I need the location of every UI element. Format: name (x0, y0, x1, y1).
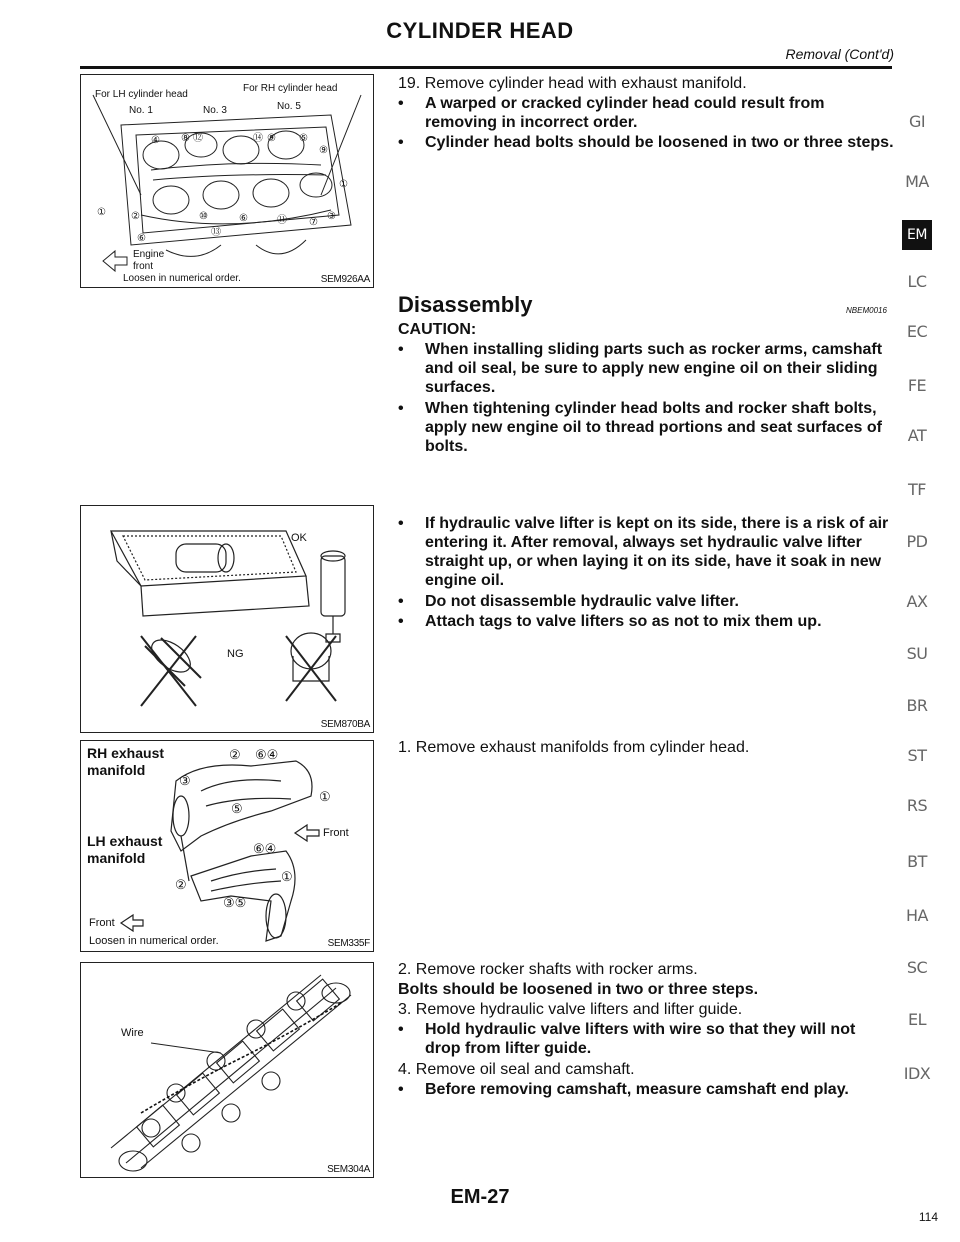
label-loosen-order: Loosen in numerical order. (123, 273, 241, 284)
page-title: CYLINDER HEAD (386, 18, 574, 43)
svg-text:⑥: ⑥ (137, 233, 146, 244)
svg-text:⑨: ⑨ (267, 133, 276, 144)
label-no5: No. 5 (277, 101, 301, 112)
label-rh-head: For RH cylinder head (243, 83, 338, 94)
lifter-bullet-2 (398, 592, 898, 611)
figure-code: SEM926AA (320, 274, 370, 285)
bullet-text: Before removing camshaft, measure camshaft end play. (425, 1081, 849, 1098)
svg-text:⑤: ⑤ (299, 133, 308, 144)
tab-ha[interactable]: HA (906, 906, 928, 925)
removal-bullet-2 (398, 133, 898, 152)
bullet-text: Do not disassemble hydraulic valve lifter. (425, 593, 739, 610)
label-wire: Wire (121, 1027, 144, 1039)
rocker-shaft-drawing (81, 963, 373, 1177)
label-loosen-order: Loosen in numerical order. (89, 935, 219, 947)
tab-gi[interactable]: GI (908, 112, 926, 131)
tab-su[interactable]: SU (906, 644, 928, 663)
svg-text:①: ① (97, 207, 106, 218)
bullet-icon: • (398, 1081, 404, 1098)
page-number: EM-27 (450, 1186, 510, 1208)
header-rule (80, 66, 892, 69)
sheet-number: 114 (918, 1210, 938, 1224)
figure-code: SEM870BA (320, 719, 370, 730)
tab-lc[interactable]: LC (907, 272, 927, 291)
svg-text:④: ④ (151, 135, 160, 146)
label-ok: OK (291, 532, 307, 544)
figure-code: SEM304A (327, 1164, 370, 1175)
tab-at[interactable]: AT (907, 426, 927, 445)
caution-label: CAUTION: (398, 321, 477, 338)
bullet-text: A warped or cracked cylinder head could result from removing in incorrect order. (425, 95, 825, 131)
step-2: 2. Remove rocker shafts with rocker arms. (398, 961, 698, 978)
tab-ec[interactable]: EC (906, 322, 928, 341)
bullet-icon: • (398, 613, 404, 630)
step-4: 4. Remove oil seal and camshaft. (398, 1061, 635, 1078)
tab-rs[interactable]: RS (906, 796, 928, 815)
svg-text:①: ① (319, 789, 331, 804)
tab-st[interactable]: ST (907, 746, 927, 765)
lifter-bullet-1 (398, 514, 898, 590)
figure-exhaust-manifolds (80, 740, 374, 952)
svg-text:⑥: ⑥ (239, 213, 248, 224)
step-2-note: Bolts should be loosened in two or three steps. (398, 981, 759, 998)
lifter-bullet-3 (398, 612, 898, 631)
bullet-icon: • (398, 400, 404, 417)
tab-bt[interactable]: BT (907, 852, 927, 871)
svg-text:③: ③ (179, 773, 191, 788)
caution-bullet-2 (398, 399, 898, 456)
svg-text:②: ② (229, 747, 241, 762)
tab-br[interactable]: BR (906, 696, 928, 715)
svg-text:⑩: ⑩ (199, 211, 208, 222)
figure-valve-lifter (80, 505, 374, 733)
svg-text:⑨: ⑨ (319, 145, 328, 156)
label-front-left: Front (89, 917, 115, 929)
tab-tf[interactable]: TF (908, 480, 926, 499)
label-ng: NG (227, 648, 244, 660)
svg-text:②: ② (131, 211, 140, 222)
svg-text:③: ③ (327, 211, 336, 222)
cylinder-head-drawing (81, 75, 373, 287)
svg-text:①: ① (281, 869, 293, 884)
bullet-icon: • (398, 95, 404, 112)
label-rh-exhaust: RH exhaust (87, 745, 165, 761)
section-code: NBEM0016 (846, 306, 887, 315)
svg-text:⑤: ⑤ (231, 801, 243, 816)
step-1: 1. Remove exhaust manifolds from cylinder head. (398, 739, 750, 756)
tab-idx[interactable]: IDX (903, 1064, 931, 1083)
tab-ax[interactable]: AX (906, 592, 928, 611)
svg-text:⑫: ⑫ (193, 133, 203, 144)
label-no1: No. 1 (129, 105, 153, 116)
figure-rocker-wire (80, 962, 374, 1178)
bullet-text: If hydraulic valve lifter is kept on its side, there is a risk of air entering it. After removal, always set hydraulic valve lifter straight up, or when laying it on its side, have it soak in new engine oil. (425, 515, 889, 589)
bullet-icon: • (398, 1021, 404, 1038)
label-lh-exhaust: LH exhaust (87, 833, 163, 849)
svg-text:⑧: ⑧ (181, 133, 190, 144)
bullet-text: Cylinder head bolts should be loosened in two or three steps. (425, 134, 894, 151)
page-subtitle: Removal (Cont'd) (785, 46, 894, 62)
valve-lifter-drawing (81, 506, 373, 732)
label-front-right: Front (323, 827, 349, 839)
svg-text:⑬: ⑬ (211, 227, 221, 238)
bullet-icon: • (398, 515, 404, 532)
bullet-text: Hold hydraulic valve lifters with wire so that they will not drop from lifter guide. (425, 1021, 856, 1057)
caution-bullet-1 (398, 340, 898, 397)
tab-sc[interactable]: SC (906, 958, 928, 977)
bullet-text: When tightening cylinder head bolts and rocker shaft bolts, apply new engine oil to thread portions and seat surfaces of bolts. (425, 400, 882, 455)
step-3: 3. Remove hydraulic valve lifters and lifter guide. (398, 1001, 743, 1018)
bullet-text: Attach tags to valve lifters so as not to mix them up. (425, 613, 822, 630)
removal-bullet-1 (398, 94, 898, 132)
svg-text:③⑤: ③⑤ (223, 895, 247, 910)
step-3-bullet (398, 1020, 878, 1058)
tab-em[interactable]: EM (902, 220, 932, 250)
svg-text:①: ① (339, 179, 348, 190)
bullet-text: When installing sliding parts such as rocker arms, camshaft and oil seal, be sure to apply new engine oil on their sliding surfaces. (425, 341, 883, 396)
tab-pd[interactable]: PD (906, 532, 928, 551)
svg-text:⑥④: ⑥④ (253, 841, 277, 856)
tab-ma[interactable]: MA (905, 172, 929, 191)
label-front: front (133, 261, 154, 272)
bullet-icon: • (398, 341, 404, 358)
label-lh-manifold: manifold (87, 850, 146, 866)
bullet-icon: • (398, 134, 404, 151)
section-heading-disassembly: Disassembly (398, 292, 533, 317)
svg-text:⑦: ⑦ (309, 217, 318, 228)
bullet-icon: • (398, 593, 404, 610)
label-rh-manifold: manifold (87, 762, 146, 778)
tab-fe[interactable]: FE (907, 376, 927, 395)
svg-text:⑪: ⑪ (277, 215, 287, 226)
label-lh-head: For LH cylinder head (95, 89, 188, 100)
label-engine: Engine (133, 249, 165, 260)
tab-el[interactable]: EL (907, 1010, 927, 1029)
figure-cylinder-head-order (80, 74, 374, 288)
figure-code: SEM335F (327, 938, 370, 949)
step-4-bullet (398, 1080, 878, 1099)
svg-text:②: ② (175, 877, 187, 892)
svg-text:⑥④: ⑥④ (255, 747, 279, 762)
removal-step-19: 19. Remove cylinder head with exhaust manifold. (398, 75, 747, 92)
svg-text:⑭: ⑭ (253, 133, 263, 144)
label-no3: No. 3 (203, 105, 227, 116)
